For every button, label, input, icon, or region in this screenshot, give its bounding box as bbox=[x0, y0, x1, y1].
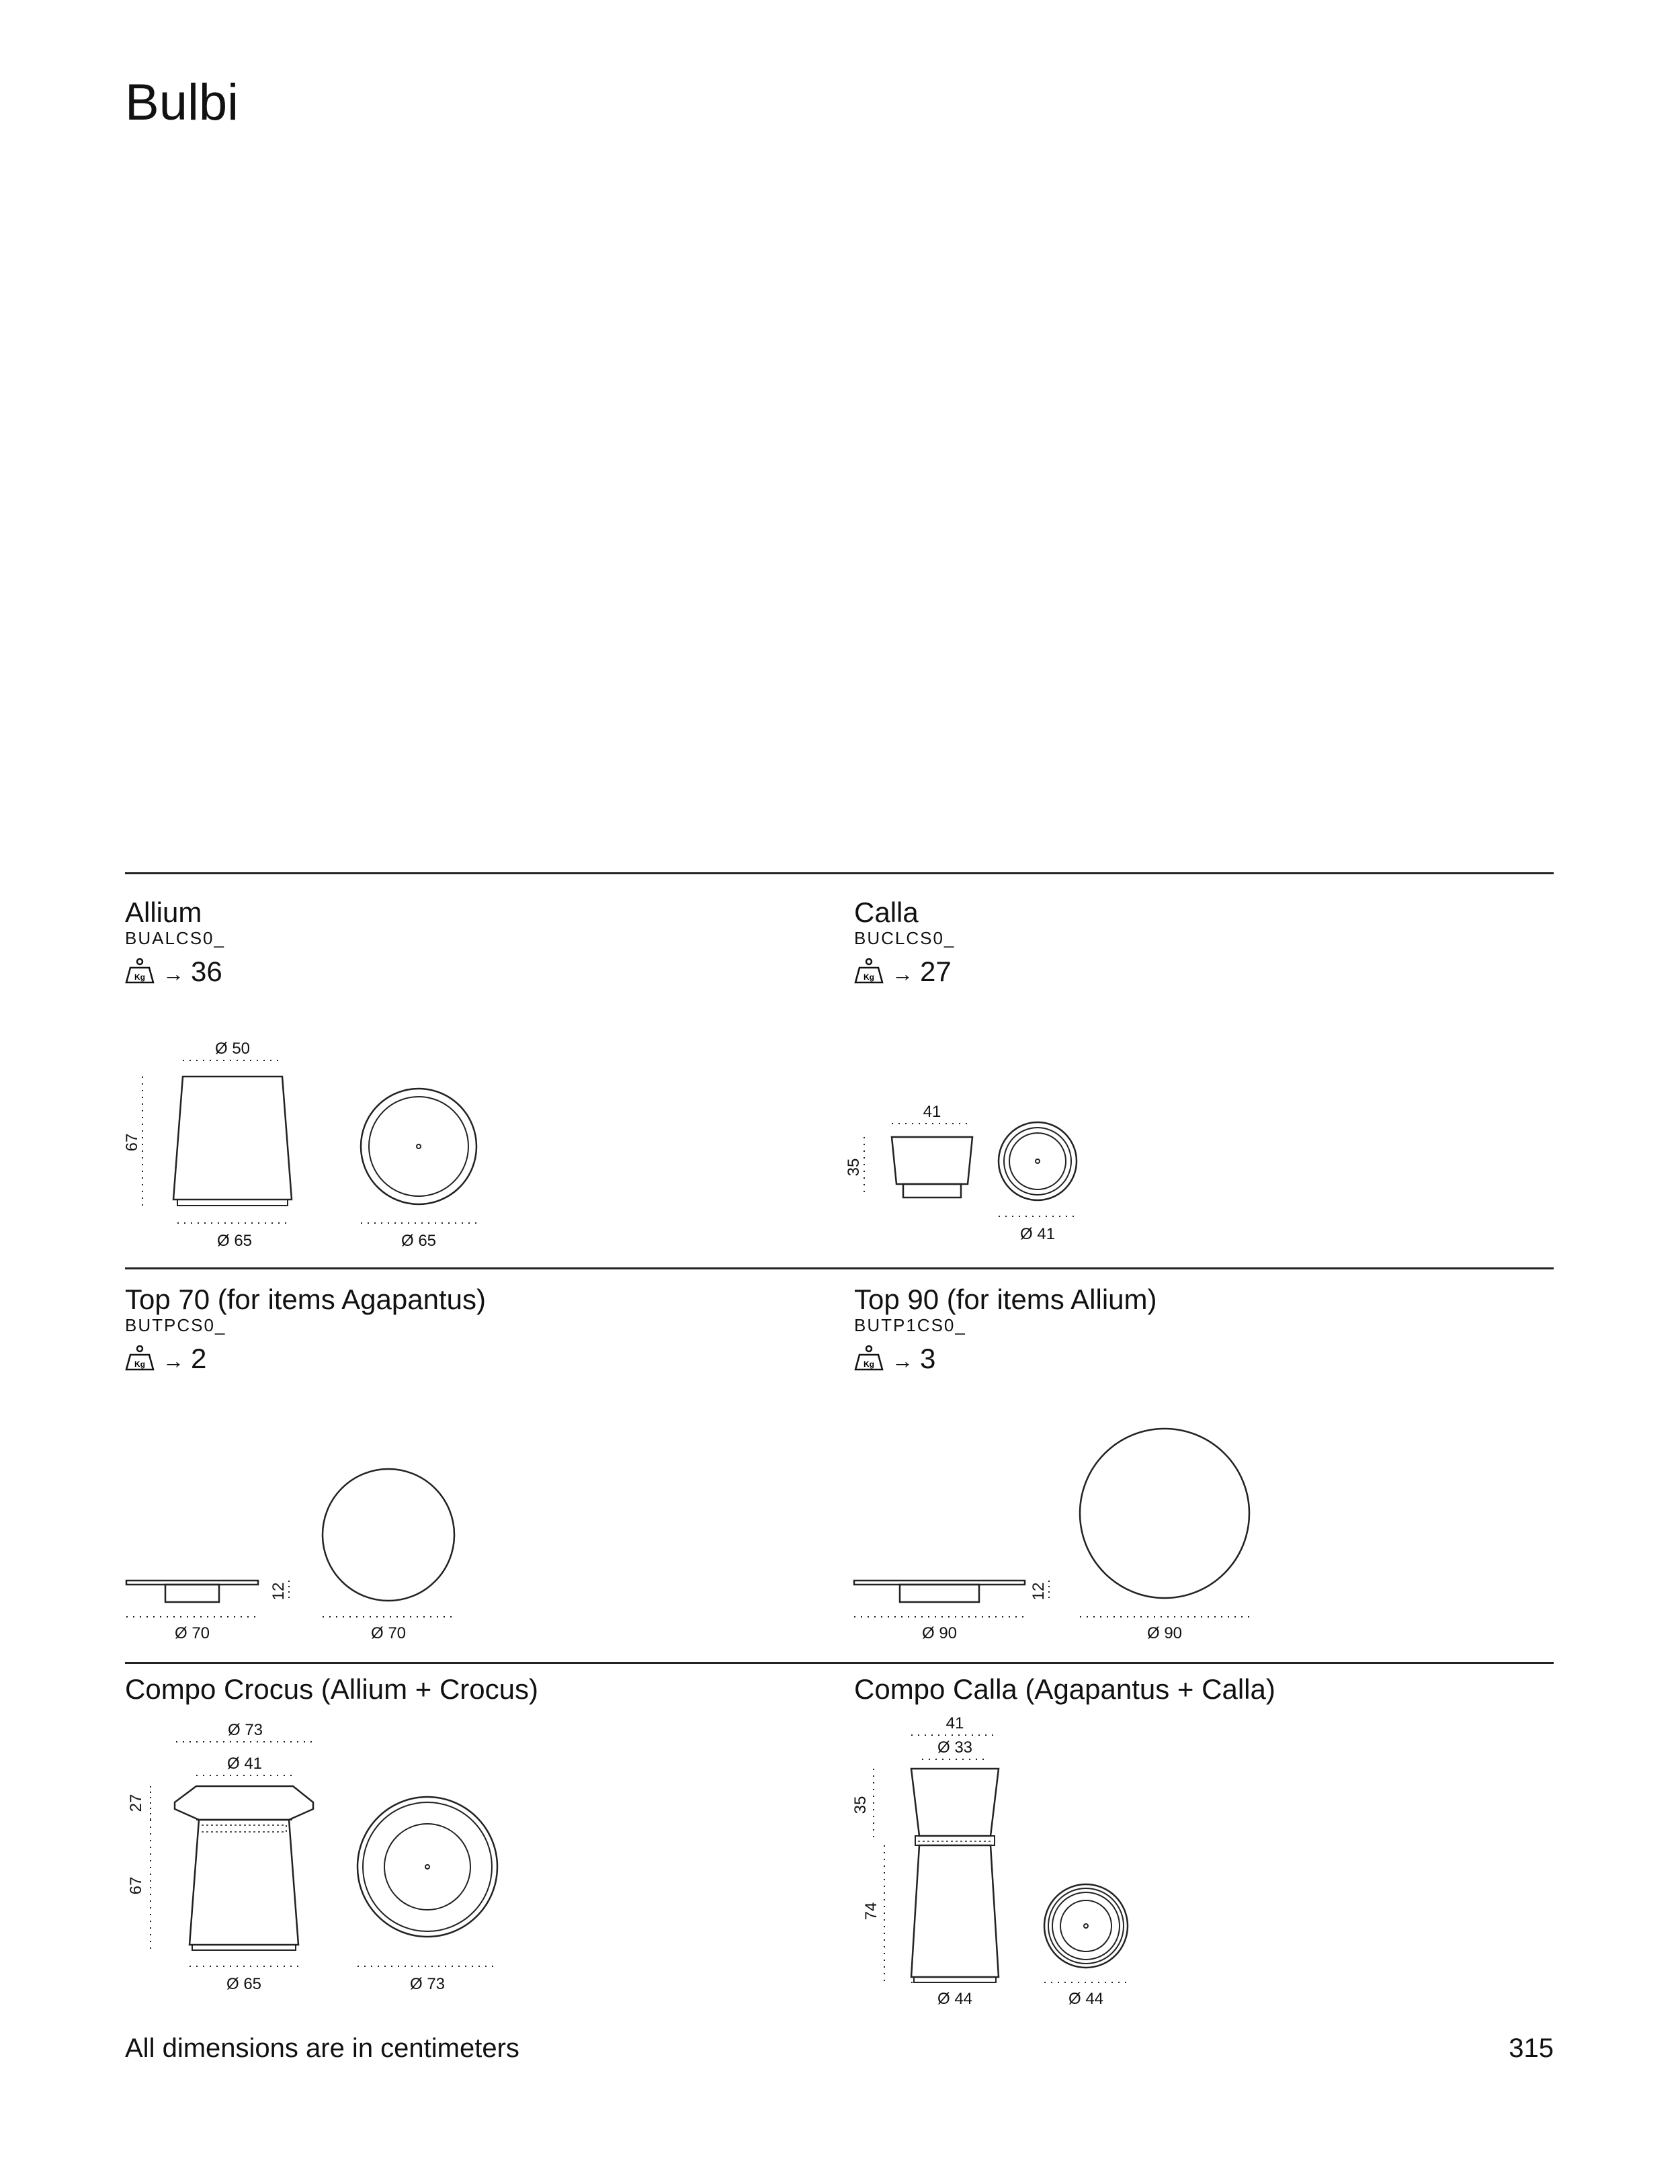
dim-width: 41 bbox=[923, 1103, 941, 1121]
dim-height: 12 bbox=[1030, 1582, 1048, 1601]
product-code: BUALCS0_ bbox=[125, 928, 225, 948]
dim-top-diameter: Ø 73 bbox=[227, 1721, 263, 1739]
weight-kg-icon bbox=[854, 958, 884, 985]
top-90-drawing bbox=[854, 1418, 1271, 1653]
product-code: BUTPCS0_ bbox=[125, 1315, 226, 1335]
svg-text:Kg: Kg bbox=[134, 1359, 145, 1369]
product-weight: 2 bbox=[191, 1343, 207, 1374]
section-divider bbox=[125, 1267, 1554, 1269]
dim-width: 41 bbox=[946, 1714, 964, 1732]
dim-top-height: 27 bbox=[127, 1794, 145, 1812]
dim-height: 67 bbox=[127, 1876, 145, 1895]
product-weight: 27 bbox=[920, 956, 952, 987]
product-compo-calla bbox=[854, 1673, 1526, 1706]
dim-top-height: 35 bbox=[851, 1796, 870, 1814]
page-title: Bulbi bbox=[125, 74, 239, 131]
footer-note: All dimensions are in centimeters bbox=[125, 2033, 519, 2063]
product-name: Top 90 (for items Allium) bbox=[854, 1284, 1157, 1315]
weight-kg-icon bbox=[125, 958, 155, 985]
weight-row: Kg → 2 bbox=[125, 1344, 797, 1374]
svg-text:Kg: Kg bbox=[864, 1359, 874, 1369]
product-name: Allium bbox=[125, 896, 202, 928]
allium-drawing bbox=[125, 1035, 501, 1257]
dim-side-diameter: Ø 70 bbox=[174, 1624, 210, 1642]
product-top-90 bbox=[854, 1284, 1526, 1374]
compo-calla-drawing bbox=[844, 1714, 1193, 2008]
product-top-70 bbox=[125, 1284, 797, 1374]
svg-text:Kg: Kg bbox=[134, 972, 145, 982]
dim-plan-diameter: Ø 41 bbox=[1019, 1225, 1056, 1243]
dim-height: 67 bbox=[123, 1133, 141, 1152]
top-70-drawing bbox=[125, 1465, 474, 1653]
dim-plan-diameter: Ø 65 bbox=[401, 1232, 437, 1250]
weight-row: Kg → 27 bbox=[854, 957, 1526, 986]
product-code: BUCLCS0_ bbox=[854, 928, 956, 948]
dim-height: 12 bbox=[269, 1582, 288, 1601]
dim-plan-diameter: Ø 73 bbox=[409, 1975, 446, 1993]
dim-inner-diameter: Ø 41 bbox=[226, 1755, 263, 1773]
dim-inner-diameter: Ø 33 bbox=[937, 1738, 973, 1757]
product-name: Compo Calla (Agapantus + Calla) bbox=[854, 1673, 1275, 1705]
section-divider bbox=[125, 872, 1554, 874]
compo-crocus-drawing bbox=[125, 1721, 528, 1999]
dim-plan-diameter: Ø 90 bbox=[1146, 1624, 1183, 1642]
product-name: Top 70 (for items Agapantus) bbox=[125, 1284, 486, 1315]
product-calla bbox=[854, 896, 1526, 986]
dim-height: 35 bbox=[845, 1158, 863, 1177]
page-number: 315 bbox=[1509, 2033, 1554, 2063]
product-compo-crocus bbox=[125, 1673, 797, 1706]
weight-row: Kg → 36 bbox=[125, 957, 797, 986]
dim-base-diameter: Ø 44 bbox=[937, 1990, 973, 2008]
calla-drawing bbox=[844, 1095, 1126, 1257]
svg-text:Kg: Kg bbox=[864, 972, 874, 982]
dim-base-diameter: Ø 65 bbox=[216, 1232, 253, 1250]
dim-side-diameter: Ø 90 bbox=[921, 1624, 958, 1642]
dim-top-diameter: Ø 50 bbox=[214, 1040, 251, 1058]
dim-base-diameter: Ø 65 bbox=[226, 1975, 262, 1993]
dim-plan-diameter: Ø 44 bbox=[1068, 1990, 1104, 2008]
product-code: BUTP1CS0_ bbox=[854, 1315, 966, 1335]
weight-row: Kg → 3 bbox=[854, 1344, 1526, 1374]
dim-height: 74 bbox=[862, 1902, 880, 1921]
product-weight: 36 bbox=[191, 956, 222, 987]
product-name: Calla bbox=[854, 896, 919, 928]
product-name: Compo Crocus (Allium + Crocus) bbox=[125, 1673, 538, 1705]
weight-kg-icon bbox=[125, 1345, 155, 1372]
dim-plan-diameter: Ø 70 bbox=[370, 1624, 407, 1642]
weight-kg-icon bbox=[854, 1345, 884, 1372]
product-allium bbox=[125, 896, 797, 986]
product-weight: 3 bbox=[920, 1343, 936, 1374]
section-divider bbox=[125, 1662, 1554, 1664]
